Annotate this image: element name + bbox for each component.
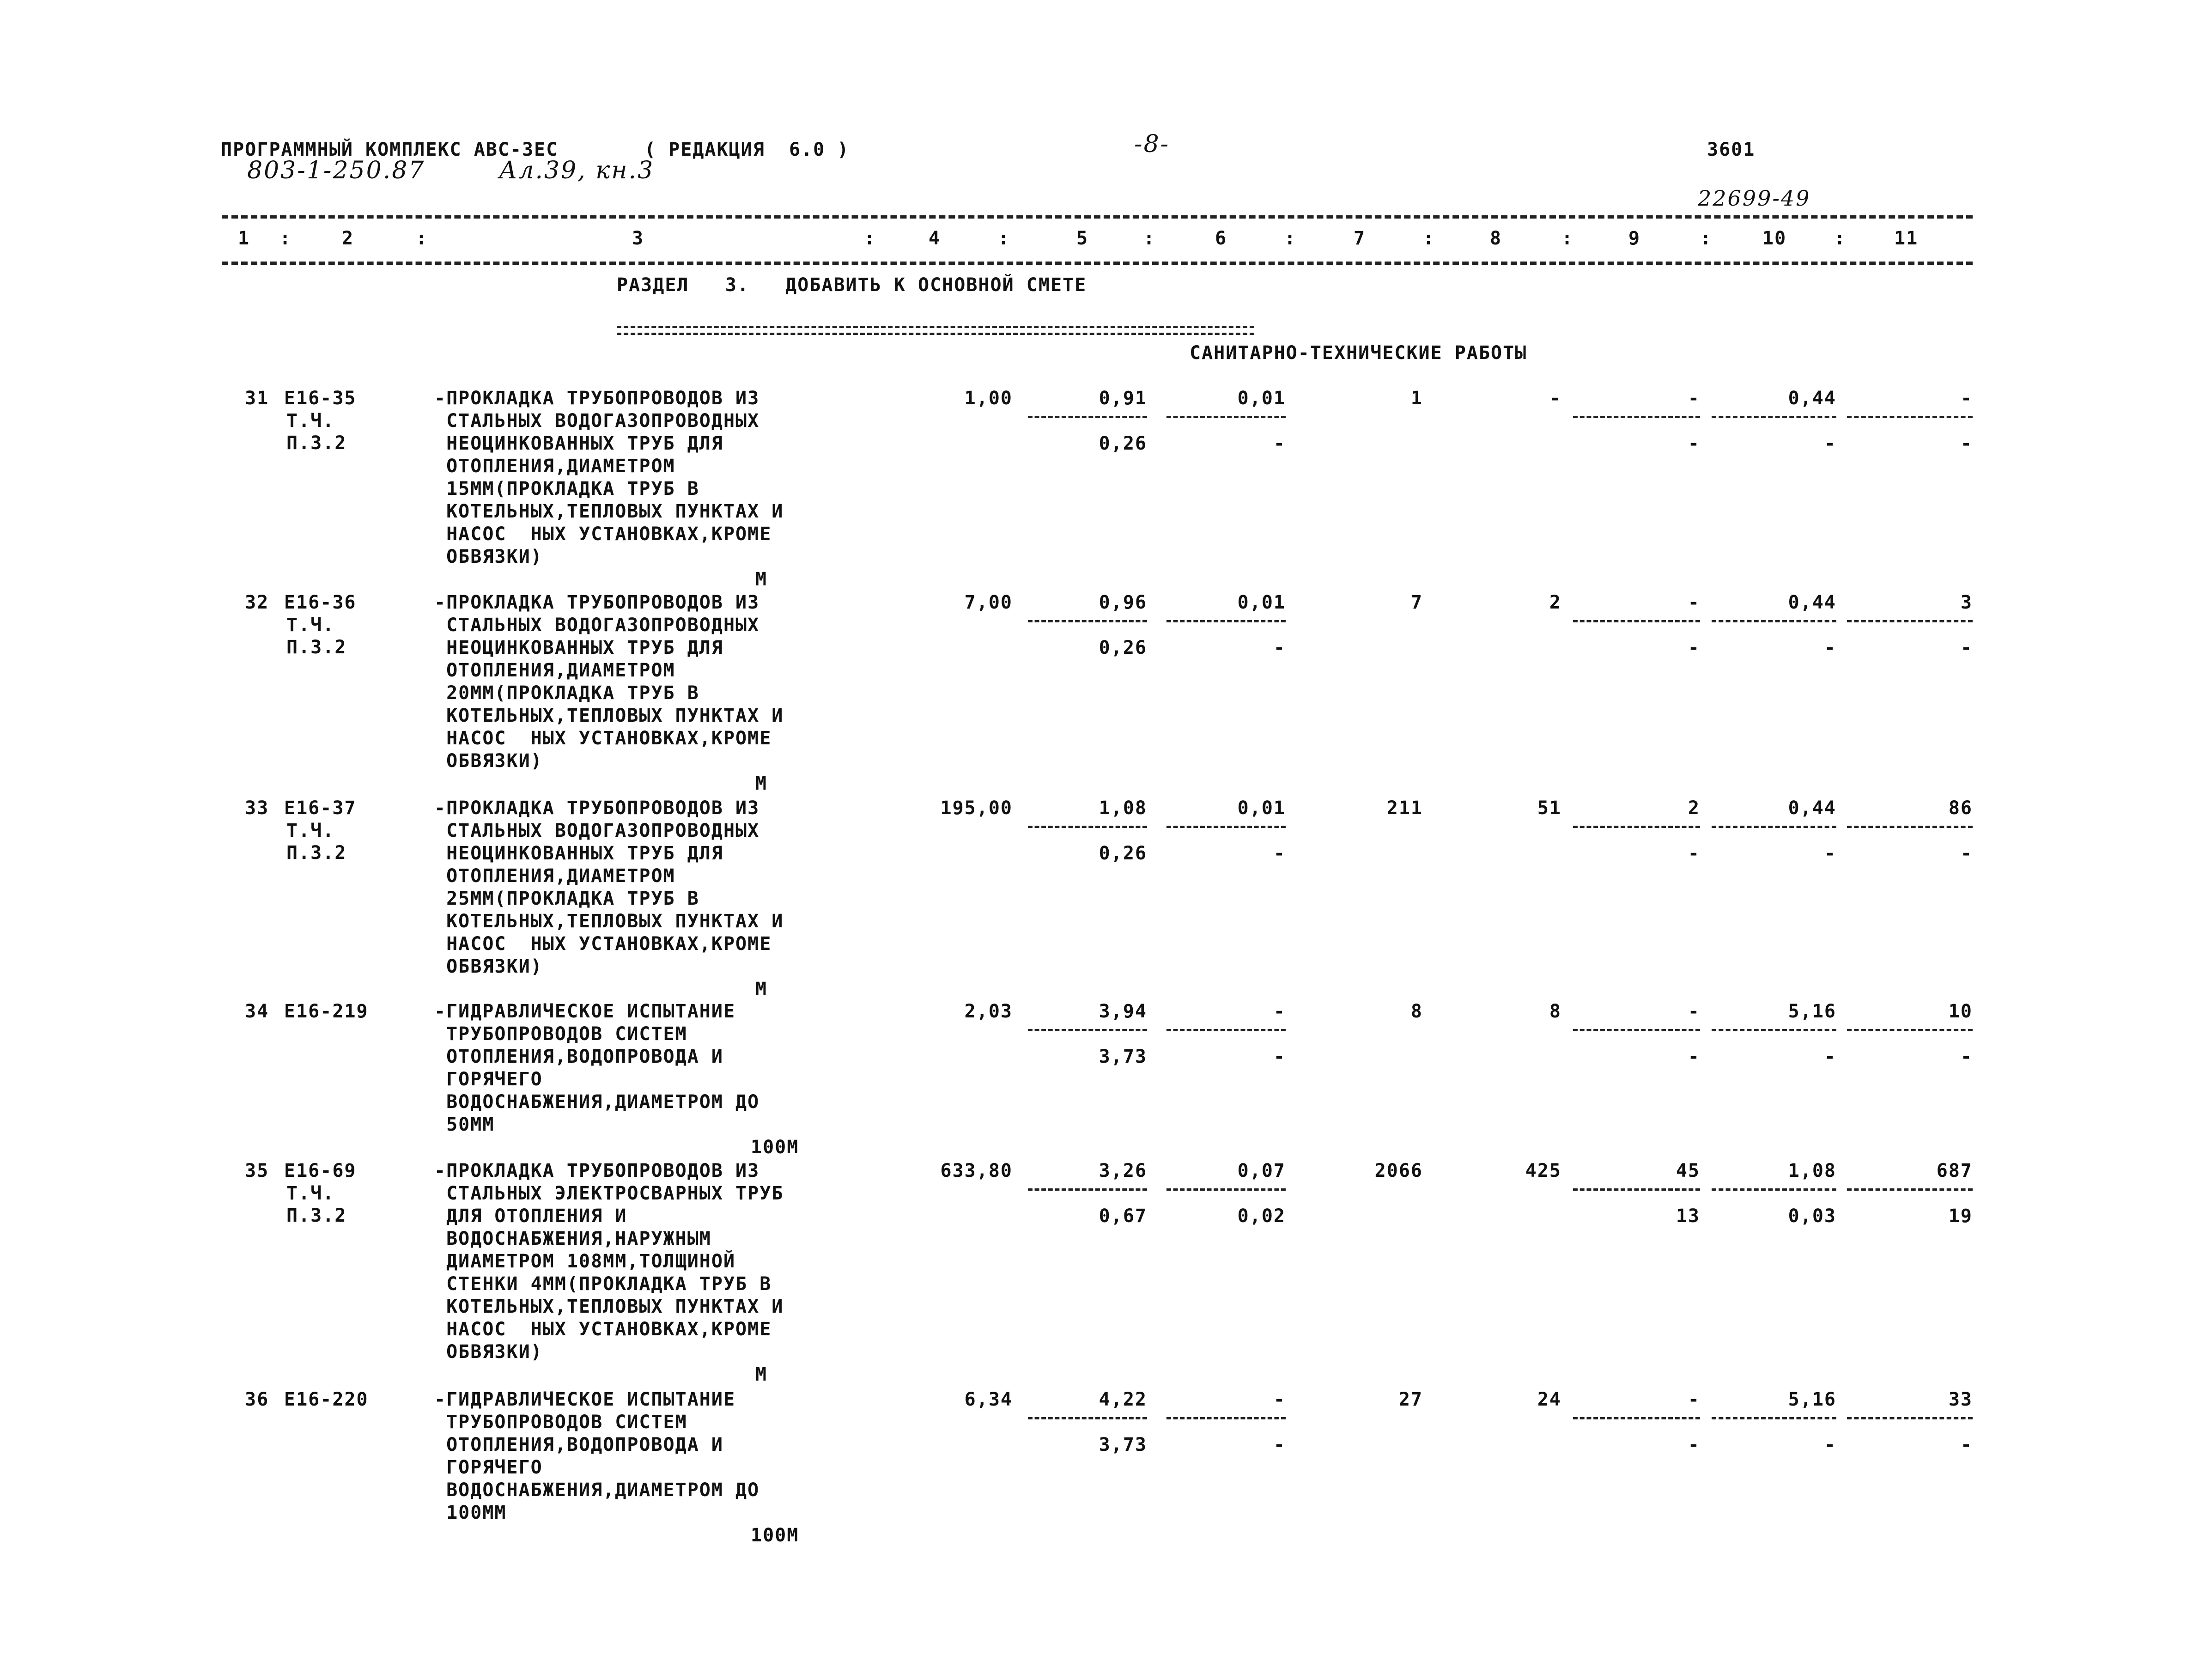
header-rule-bottom (222, 262, 1973, 265)
row-number: 33 (245, 797, 269, 819)
value-c8: 425 (1525, 1160, 1561, 1181)
norm-reference: Т.Ч. П.3.2 (286, 820, 347, 864)
value-c5-lower: 3,73 (1099, 1046, 1147, 1067)
value-c6: - (1273, 1389, 1286, 1410)
value-divider (1712, 1029, 1836, 1031)
value-c5-lower: 0,26 (1099, 433, 1147, 454)
value-c6-lower: 0,02 (1237, 1205, 1286, 1227)
value-c6-lower: - (1273, 1046, 1286, 1067)
value-c11: 687 (1936, 1160, 1973, 1181)
column-header-11: 11 (1894, 228, 1919, 249)
norm-code: Е16-220 (284, 1389, 369, 1410)
column-separator: : (1143, 228, 1156, 249)
work-description: -ГИДРАВЛИЧЕСКОЕ ИСПЫТАНИЕ ТРУБОПРОВОДОВ СИСТЕМ ОТОПЛЕНИЯ,ВОДОПРОВОДА И ГОРЯЧЕГО ВОДОСНАБЖЕНИЯ,ДИАМЕТРОМ ДО 100ММ (434, 1389, 760, 1523)
value-c9-lower: - (1688, 637, 1700, 658)
value-c8: 24 (1537, 1389, 1561, 1410)
column-header-10: 10 (1762, 228, 1787, 249)
value-c6: 0,07 (1237, 1160, 1286, 1181)
unit-of-measure: 100М (751, 1525, 799, 1546)
value-divider (1712, 416, 1836, 418)
value-divider (1712, 1188, 1836, 1191)
unit-of-measure: 100М (751, 1137, 799, 1158)
work-description: -ГИДРАВЛИЧЕСКОЕ ИСПЫТАНИЕ ТРУБОПРОВОДОВ СИСТЕМ ОТОПЛЕНИЯ,ВОДОПРОВОДА И ГОРЯЧЕГО ВОДОСНАБЖЕНИЯ,ДИАМЕТРОМ ДО 50ММ (434, 1001, 760, 1135)
value-divider (1847, 826, 1973, 828)
value-c11: 3 (1960, 592, 1973, 613)
value-c10-lower: 0,03 (1788, 1205, 1836, 1227)
work-description: -ПРОКЛАДКА ТРУБОПРОВОДОВ ИЗ СТАЛЬНЫХ ВОДОГАЗОПРОВОДНЫХ НЕОЦИНКОВАННЫХ ТРУБ ДЛЯ ОТОПЛЕНИЯ,ДИАМЕТРОМ 25ММ(ПРОКЛАДКА ТРУБ В КОТЕЛЬНЫХ,ТЕПЛОВЫХ ПУНКТАХ И НАСОС НЫХ УСТАНОВКАХ,КРОМЕ ОБВЯЗКИ) (434, 797, 784, 977)
value-c10: 0,44 (1788, 592, 1836, 613)
value-divider (1847, 416, 1973, 418)
value-divider (1028, 1029, 1147, 1031)
value-divider (1166, 416, 1286, 418)
value-c6: 0,01 (1237, 388, 1286, 409)
header-rule-top (222, 215, 1973, 219)
value-divider (1166, 826, 1286, 828)
value-c4: 195,00 (940, 797, 1013, 819)
value-divider (1028, 1417, 1147, 1419)
value-c6: 0,01 (1237, 797, 1286, 819)
value-c9-lower: - (1688, 433, 1700, 454)
value-c9-lower: - (1688, 1434, 1700, 1455)
value-c5: 4,22 (1099, 1389, 1147, 1410)
value-c9: 2 (1688, 797, 1700, 819)
value-divider (1166, 1029, 1286, 1031)
column-separator: : (1423, 228, 1435, 249)
norm-code: Е16-37 (284, 797, 357, 819)
page-number: -8- (1134, 130, 1170, 158)
value-c7: 8 (1410, 1001, 1423, 1022)
value-divider (1712, 826, 1836, 828)
program-title: ПРОГРАММНЫЙ КОМПЛЕКС АВС-3ЕС (221, 139, 559, 160)
column-header-6: 6 (1215, 228, 1227, 249)
column-header-3: 3 (632, 228, 644, 249)
value-c10: 0,44 (1788, 388, 1836, 409)
column-separator: : (279, 228, 292, 249)
value-c8: 2 (1549, 592, 1561, 613)
value-divider (1166, 620, 1286, 622)
value-c10: 5,16 (1788, 1001, 1836, 1022)
value-divider (1028, 416, 1147, 418)
value-divider (1847, 1188, 1973, 1191)
work-description: -ПРОКЛАДКА ТРУБОПРОВОДОВ ИЗ СТАЛЬНЫХ ВОДОГАЗОПРОВОДНЫХ НЕОЦИНКОВАННЫХ ТРУБ ДЛЯ ОТОПЛЕНИЯ,ДИАМЕТРОМ 15ММ(ПРОКЛАДКА ТРУБ В КОТЕЛЬНЫХ,ТЕПЛОВЫХ ПУНКТАХ И НАСОС НЫХ УСТАНОВКАХ,КРОМЕ ОБВЯЗКИ) (434, 388, 784, 567)
value-c9-lower: - (1688, 843, 1700, 864)
row-number: 36 (245, 1389, 269, 1410)
edition-label: ( РЕДАКЦИЯ 6.0 ) (644, 139, 850, 160)
norm-reference: Т.Ч. П.3.2 (286, 1183, 347, 1226)
value-c8: - (1549, 388, 1561, 409)
value-c4: 1,00 (964, 388, 1013, 409)
unit-of-measure: М (755, 773, 768, 794)
value-c10: 1,08 (1788, 1160, 1836, 1181)
value-divider (1847, 620, 1973, 622)
handwritten-sheet-ref: Ал.39, кн.3 (499, 157, 655, 184)
value-divider (1573, 1417, 1700, 1419)
value-c10-lower: - (1824, 637, 1836, 658)
value-c11-lower: 19 (1948, 1205, 1973, 1227)
handwritten-inventory-ref: 22699-49 (1698, 186, 1811, 211)
column-header-4: 4 (929, 228, 941, 249)
unit-of-measure: М (755, 1364, 768, 1385)
value-c11-lower: - (1960, 433, 1973, 454)
value-c11-lower: - (1960, 1046, 1973, 1067)
value-c5-lower: 0,26 (1099, 843, 1147, 864)
value-c4: 633,80 (940, 1160, 1013, 1181)
norm-code: Е16-69 (284, 1160, 357, 1181)
value-c10-lower: - (1824, 1046, 1836, 1067)
value-c5: 3,26 (1099, 1160, 1147, 1181)
value-c10-lower: - (1824, 843, 1836, 864)
value-c10-lower: - (1824, 1434, 1836, 1455)
value-divider (1028, 1188, 1147, 1191)
value-divider (1573, 1029, 1700, 1031)
value-c10-lower: - (1824, 433, 1836, 454)
column-separator: : (1834, 228, 1847, 249)
norm-code: Е16-36 (284, 592, 357, 613)
section-underline (617, 326, 1254, 335)
column-header-7: 7 (1354, 228, 1366, 249)
value-c11: 10 (1948, 1001, 1973, 1022)
value-c4: 2,03 (964, 1001, 1013, 1022)
value-c5-lower: 0,67 (1099, 1205, 1147, 1227)
value-divider (1028, 620, 1147, 622)
column-separator: : (1561, 228, 1574, 249)
norm-code: Е16-35 (284, 388, 357, 409)
value-c6-lower: - (1273, 637, 1286, 658)
value-c10: 0,44 (1788, 797, 1836, 819)
value-c5: 0,91 (1099, 388, 1147, 409)
value-c9-lower: 13 (1676, 1205, 1700, 1227)
value-c5: 3,94 (1099, 1001, 1147, 1022)
doc-number: 3601 (1707, 139, 1756, 160)
value-c10: 5,16 (1788, 1389, 1836, 1410)
unit-of-measure: М (755, 979, 768, 1000)
value-c11: - (1960, 388, 1973, 409)
unit-of-measure: М (755, 569, 768, 590)
value-c11: 86 (1948, 797, 1973, 819)
section-title: РАЗДЕЛ 3. ДОБАВИТЬ К ОСНОВНОЙ СМЕТЕ (617, 274, 1087, 296)
value-c9: - (1688, 592, 1700, 613)
row-number: 35 (245, 1160, 269, 1181)
value-c7: 211 (1386, 797, 1423, 819)
column-header-5: 5 (1076, 228, 1089, 249)
value-c9: 45 (1676, 1160, 1700, 1181)
value-c8: 51 (1537, 797, 1561, 819)
section-subtitle: САНИТАРНО-ТЕХНИЧЕСКИЕ РАБОТЫ (1190, 342, 1527, 364)
column-separator: : (998, 228, 1010, 249)
value-c7: 2066 (1374, 1160, 1423, 1181)
value-c6: 0,01 (1237, 592, 1286, 613)
value-divider (1712, 620, 1836, 622)
value-divider (1573, 416, 1700, 418)
column-header-8: 8 (1490, 228, 1502, 249)
value-c4: 7,00 (964, 592, 1013, 613)
value-c11-lower: - (1960, 843, 1973, 864)
value-c5: 1,08 (1099, 797, 1147, 819)
value-c9: - (1688, 1389, 1700, 1410)
value-c6-lower: - (1273, 1434, 1286, 1455)
value-divider (1573, 620, 1700, 622)
value-c9-lower: - (1688, 1046, 1700, 1067)
value-c9: - (1688, 1001, 1700, 1022)
work-description: -ПРОКЛАДКА ТРУБОПРОВОДОВ ИЗ СТАЛЬНЫХ ЭЛЕКТРОСВАРНЫХ ТРУБ ДЛЯ ОТОПЛЕНИЯ И ВОДОСНАБЖЕНИЯ,НАРУЖНЫМ ДИАМЕТРОМ 108ММ,ТОЛЩИНОЙ СТЕНКИ 4ММ(ПРОКЛАДКА ТРУБ В КОТЕЛЬНЫХ,ТЕПЛОВЫХ ПУНКТАХ И НАСОС НЫХ УСТАНОВКАХ,КРОМЕ ОБВЯЗКИ) (434, 1160, 784, 1363)
value-c6-lower: - (1273, 843, 1286, 864)
work-description: -ПРОКЛАДКА ТРУБОПРОВОДОВ ИЗ СТАЛЬНЫХ ВОДОГАЗОПРОВОДНЫХ НЕОЦИНКОВАННЫХ ТРУБ ДЛЯ ОТОПЛЕНИЯ,ДИАМЕТРОМ 20ММ(ПРОКЛАДКА ТРУБ В КОТЕЛЬНЫХ,ТЕПЛОВЫХ ПУНКТАХ И НАСОС НЫХ УСТАНОВКАХ,КРОМЕ ОБВЯЗКИ) (434, 592, 784, 772)
column-header-9: 9 (1628, 228, 1641, 249)
norm-reference: Т.Ч. П.3.2 (286, 410, 347, 454)
value-c5: 0,96 (1099, 592, 1147, 613)
row-number: 32 (245, 592, 269, 613)
value-divider (1166, 1417, 1286, 1419)
value-c6: - (1273, 1001, 1286, 1022)
value-c7: 7 (1410, 592, 1423, 613)
norm-reference: Т.Ч. П.3.2 (286, 615, 347, 658)
row-number: 34 (245, 1001, 269, 1022)
value-divider (1166, 1188, 1286, 1191)
column-separator: : (416, 228, 428, 249)
value-c11: 33 (1948, 1389, 1973, 1410)
column-header-1: 1 (238, 228, 250, 249)
value-c11-lower: - (1960, 637, 1973, 658)
value-divider (1712, 1417, 1836, 1419)
value-c5-lower: 0,26 (1099, 637, 1147, 658)
value-c11-lower: - (1960, 1434, 1973, 1455)
value-divider (1847, 1417, 1973, 1419)
column-header-2: 2 (342, 228, 354, 249)
column-separator: : (864, 228, 876, 249)
value-divider (1573, 826, 1700, 828)
value-c5-lower: 3,73 (1099, 1434, 1147, 1455)
value-divider (1028, 826, 1147, 828)
value-c7: 1 (1410, 388, 1423, 409)
column-separator: : (1284, 228, 1297, 249)
norm-code: Е16-219 (284, 1001, 369, 1022)
value-divider (1573, 1188, 1700, 1191)
column-separator: : (1700, 228, 1713, 249)
value-c6-lower: - (1273, 433, 1286, 454)
value-c7: 27 (1398, 1389, 1423, 1410)
row-number: 31 (245, 388, 269, 409)
value-c4: 6,34 (964, 1389, 1013, 1410)
handwritten-project-ref: 803-1-250.87 (247, 157, 425, 184)
value-divider (1847, 1029, 1973, 1031)
value-c8: 8 (1549, 1001, 1561, 1022)
value-c9: - (1688, 388, 1700, 409)
